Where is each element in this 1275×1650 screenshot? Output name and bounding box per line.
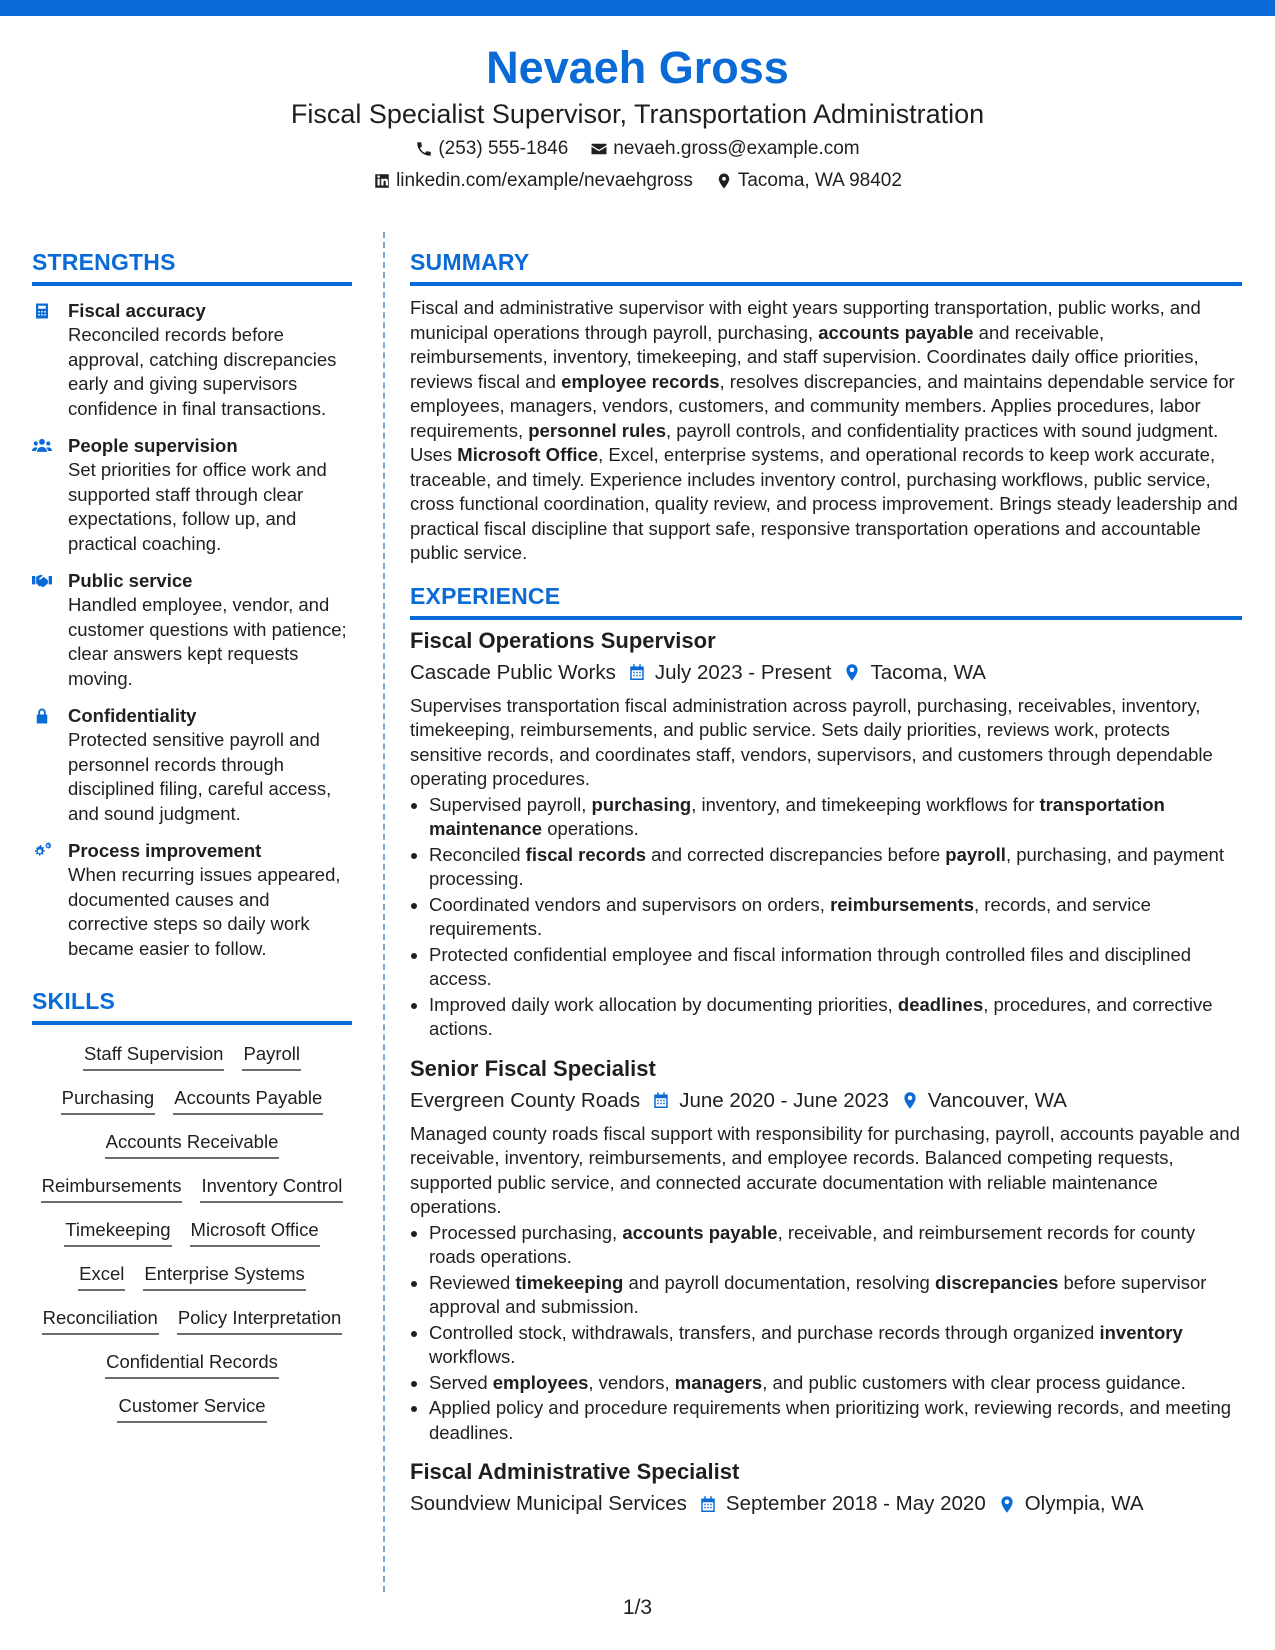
left-column bbox=[32, 248, 352, 1423]
lock-icon bbox=[32, 707, 52, 725]
job-location-text: Olympia, WA bbox=[1024, 1492, 1144, 1515]
job-bullets bbox=[410, 793, 1242, 1042]
job-dates-text: June 2020 - June 2023 bbox=[679, 1088, 889, 1112]
job-meta bbox=[410, 658, 1242, 688]
job-bullet bbox=[429, 793, 1242, 842]
summary-part: , Excel, enterprise systems, and operational records to keep work accurate, traceable, and timely. Experience includes inventory control, purchasing workflows, public service, cross functional coordination, quality review, and process improvement. Brings steady leadership and practical fiscal discipline that support safe, responsive transportation operations and accountable public service. bbox=[410, 444, 1238, 563]
job-location bbox=[901, 1086, 1067, 1116]
skill-tag: Inventory Control bbox=[200, 1173, 343, 1203]
job-location-text: Tacoma, WA bbox=[870, 660, 986, 684]
job-company: Evergreen County Roads bbox=[410, 1088, 641, 1112]
bullet-text: , purchasing, and payment processing. bbox=[429, 843, 1224, 889]
calendar-icon bbox=[628, 663, 646, 682]
job-meta bbox=[410, 1489, 1242, 1519]
skill-tag: Excel bbox=[78, 1261, 125, 1291]
location-text: Tacoma, WA 98402 bbox=[737, 170, 902, 191]
linkedin-text[interactable]: linkedin.com/example/nevaehgross bbox=[396, 170, 693, 191]
linkedin-item[interactable] bbox=[373, 166, 693, 196]
job-bullet bbox=[429, 1371, 1242, 1396]
job-location-text: Vancouver, WA bbox=[927, 1088, 1067, 1112]
bullet-text: Processed purchasing, bbox=[429, 1221, 623, 1243]
strength-desc: Set priorities for office work and supported staff through clear expectations, follow up, and practical coaching. bbox=[68, 459, 327, 554]
job-title: Senior Fiscal Specialist bbox=[410, 1055, 656, 1081]
experience-heading: EXPERIENCE bbox=[410, 582, 1242, 620]
map-pin-icon bbox=[843, 663, 861, 682]
strength-item bbox=[32, 839, 352, 961]
strength-item bbox=[32, 704, 352, 826]
page-number: 1/3 bbox=[622, 1596, 653, 1619]
bullet-text: workflows. bbox=[429, 1346, 516, 1367]
contact-line-1 bbox=[0, 134, 1275, 164]
bullet-text: Protected confidential employee and fiscal information through controlled files and disciplined access. bbox=[429, 943, 1192, 989]
skill-tag: Purchasing bbox=[61, 1085, 156, 1115]
people-icon bbox=[32, 437, 52, 455]
bullet-text: Improved daily work allocation by documenting priorities, bbox=[429, 993, 898, 1015]
bullet-bold: reimbursements bbox=[830, 893, 975, 915]
summary-bold: Microsoft Office bbox=[457, 444, 599, 465]
strength-title: Process improvement bbox=[68, 840, 262, 861]
summary-heading: SUMMARY bbox=[410, 248, 1242, 286]
strength-item bbox=[32, 434, 352, 556]
phone-item bbox=[415, 134, 568, 164]
bullet-bold: employees bbox=[492, 1371, 589, 1393]
skill-tag: Timekeeping bbox=[64, 1217, 171, 1247]
job-title: Fiscal Administrative Specialist bbox=[410, 1459, 740, 1484]
job-bullet bbox=[429, 943, 1242, 992]
bullet-text: , procedures, and corrective actions. bbox=[429, 993, 1213, 1039]
gears-icon bbox=[32, 842, 52, 860]
bullet-text: Reviewed bbox=[429, 1271, 516, 1293]
skill-tag: Microsoft Office bbox=[190, 1217, 320, 1247]
resume-header bbox=[0, 40, 1275, 196]
map-pin-icon bbox=[998, 1495, 1016, 1514]
skill-tag: Customer Service bbox=[117, 1393, 266, 1423]
email-text[interactable]: nevaeh.gross@example.com bbox=[613, 138, 860, 159]
bullet-bold: timekeeping bbox=[515, 1271, 624, 1293]
calendar-icon bbox=[652, 1091, 670, 1110]
bullet-bold: discrepancies bbox=[934, 1271, 1059, 1293]
skill-tag: Confidential Records bbox=[105, 1349, 279, 1379]
linkedin-icon bbox=[373, 172, 391, 190]
bullet-bold: transportation maintenance bbox=[429, 793, 1165, 839]
job-bullet bbox=[429, 843, 1242, 892]
job-company: Cascade Public Works bbox=[410, 660, 616, 684]
bullet-text: Controlled stock, withdrawals, transfers, and purchase records through organized bbox=[429, 1321, 1100, 1343]
skill-tag: Accounts Receivable bbox=[105, 1129, 280, 1159]
strength-title: Fiscal accuracy bbox=[68, 300, 206, 321]
candidate-name: Nevaeh Gross bbox=[486, 42, 789, 93]
map-pin-icon bbox=[901, 1091, 919, 1110]
location-item bbox=[715, 166, 902, 196]
strength-desc: Reconciled records before approval, catching discrepancies early and giving supervisors confidence in final transactions. bbox=[68, 324, 337, 419]
skills-list bbox=[32, 1041, 352, 1423]
strength-title: Public service bbox=[68, 570, 193, 591]
job-entry bbox=[410, 1457, 1242, 1519]
job-dates-text: July 2023 - Present bbox=[654, 660, 832, 684]
job-entry bbox=[410, 626, 1242, 1042]
job-dates bbox=[652, 1086, 889, 1116]
job-bullet bbox=[429, 1396, 1242, 1445]
job-company: Soundview Municipal Services bbox=[410, 1492, 687, 1515]
bullet-text: operations. bbox=[542, 818, 639, 839]
email-item[interactable] bbox=[590, 134, 859, 164]
job-description: Managed county roads fiscal support with responsibility for purchasing, payroll, accounts payable and receivable, inventory, reimbursements, and employee records. Balanced competing requests, supported public service, and connected accurate documentation with reliable maintenance operations. bbox=[410, 1122, 1240, 1217]
skill-tag: Payroll bbox=[242, 1041, 301, 1071]
top-accent-bar bbox=[0, 0, 1275, 16]
phone-icon bbox=[415, 140, 433, 158]
summary-part: , payroll controls, and confidentiality practices with sound judgment. Uses bbox=[410, 419, 1219, 465]
strength-desc: When recurring issues appeared, documented causes and corrective steps so daily work became easier to follow. bbox=[68, 864, 341, 959]
bullet-text: , and public customers with clear process guidance. bbox=[762, 1371, 1186, 1393]
bullet-text: , vendors, bbox=[588, 1371, 675, 1393]
job-bullets bbox=[410, 1221, 1242, 1446]
summary-part: , resolves discrepancies, and maintains dependable service for employees, managers, vendors, customers, and community members. Applies procedures, labor requirements, bbox=[410, 370, 1235, 441]
bullet-text: , records, and service requirements. bbox=[429, 893, 1151, 939]
strengths-heading: STRENGTHS bbox=[32, 248, 352, 286]
summary-text bbox=[410, 296, 1242, 566]
job-dates-text: September 2018 - May 2020 bbox=[725, 1492, 986, 1515]
map-pin-icon bbox=[715, 172, 733, 190]
summary-part: and receivable, reimbursements, inventory, timekeeping, and staff supervision. Coordinates daily office priorities, reviews fiscal and bbox=[410, 321, 1199, 392]
bullet-text: , receivable, and reimbursement records for county roads operations. bbox=[429, 1221, 1196, 1267]
bullet-bold: deadlines bbox=[897, 993, 984, 1015]
strength-title: People supervision bbox=[68, 435, 238, 456]
summary-bold: accounts payable bbox=[818, 321, 974, 343]
job-entry bbox=[410, 1054, 1242, 1446]
candidate-title: Fiscal Specialist Supervisor, Transportation Administration bbox=[290, 99, 985, 129]
job-title: Fiscal Operations Supervisor bbox=[410, 627, 716, 653]
envelope-icon bbox=[590, 140, 608, 158]
strength-desc: Handled employee, vendor, and customer questions with patience; clear answers kept requests moving. bbox=[68, 594, 347, 689]
bullet-bold: fiscal records bbox=[525, 843, 646, 865]
bullet-text: Supervised payroll, bbox=[429, 793, 592, 815]
column-divider bbox=[383, 232, 385, 1592]
phone-text: (253) 555-1846 bbox=[438, 138, 569, 159]
job-bullet bbox=[429, 893, 1242, 942]
bullet-bold: purchasing bbox=[591, 793, 692, 815]
strength-desc: Protected sensitive payroll and personnel records through disciplined filing, careful access, and sound judgment. bbox=[68, 729, 332, 824]
bullet-text: , inventory, and timekeeping workflows for bbox=[691, 793, 1040, 815]
bullet-bold: managers bbox=[674, 1371, 763, 1393]
skill-tag: Enterprise Systems bbox=[143, 1261, 305, 1291]
summary-bold: personnel rules bbox=[528, 419, 667, 441]
summary-part: Fiscal and administrative supervisor with eight years supporting transportation, public works, and municipal operations through payroll, purchasing, bbox=[410, 297, 1201, 343]
bullet-text: before supervisor approval and submission. bbox=[429, 1271, 1207, 1317]
bullet-text: and payroll documentation, resolving bbox=[623, 1271, 935, 1293]
bullet-text: Coordinated vendors and supervisors on orders, bbox=[429, 893, 831, 915]
skill-tag: Staff Supervision bbox=[83, 1041, 225, 1071]
job-location bbox=[843, 658, 985, 688]
bullet-bold: inventory bbox=[1099, 1321, 1183, 1343]
bullet-text: Reconciled bbox=[429, 843, 526, 865]
strength-item bbox=[32, 299, 352, 421]
bullet-bold: payroll bbox=[945, 843, 1006, 865]
contact-line-2 bbox=[0, 166, 1275, 196]
skill-tag: Reconciliation bbox=[42, 1305, 159, 1335]
job-location bbox=[998, 1489, 1144, 1519]
skill-tag: Policy Interpretation bbox=[177, 1305, 343, 1335]
strength-item bbox=[32, 569, 352, 691]
job-description: Supervises transportation fiscal administration across payroll, purchasing, receivables, inventory, timekeeping, reimbursements, and public service. Sets daily priorities, reviews work, protects sensitive records, and coordinates staff, vendors, supervisors, and customers through dependable operating procedures. bbox=[410, 694, 1213, 789]
bullet-bold: accounts payable bbox=[622, 1221, 778, 1243]
job-bullet bbox=[429, 1271, 1242, 1320]
strength-title: Confidentiality bbox=[68, 705, 197, 726]
jobs-list bbox=[410, 626, 1242, 1520]
job-bullet bbox=[429, 1221, 1242, 1270]
calculator-icon bbox=[32, 302, 52, 320]
bullet-text: and corrected discrepancies before bbox=[646, 843, 946, 865]
calendar-icon bbox=[699, 1495, 717, 1514]
skill-tag: Accounts Payable bbox=[173, 1085, 323, 1115]
job-dates bbox=[699, 1489, 986, 1519]
summary-bold: employee records bbox=[561, 370, 720, 392]
bullet-text: Applied policy and procedure requirements when prioritizing work, reviewing records, and meeting deadlines. bbox=[429, 1397, 1232, 1443]
right-column bbox=[410, 248, 1242, 1519]
handshake-icon bbox=[32, 572, 52, 590]
job-meta bbox=[410, 1086, 1242, 1116]
job-dates bbox=[628, 658, 832, 688]
skill-tag: Reimbursements bbox=[41, 1173, 183, 1203]
bullet-text: Served bbox=[429, 1371, 493, 1393]
job-bullet bbox=[429, 993, 1242, 1042]
job-bullet bbox=[429, 1321, 1242, 1370]
skills-heading: SKILLS bbox=[32, 987, 352, 1025]
